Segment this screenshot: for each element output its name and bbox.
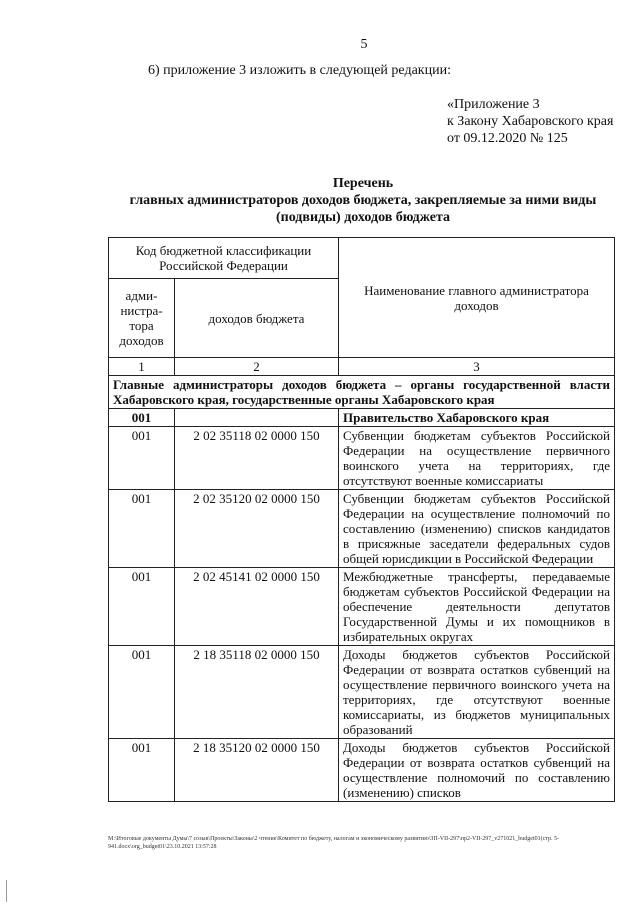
administrator-code: 001: [109, 409, 175, 427]
title-line-3: (подвиды) доходов бюджета: [275, 210, 450, 225]
administrators-table: [108, 237, 615, 802]
administrator-row: [109, 409, 615, 427]
header-administrator-code: адми-нистра-тора доходов: [109, 279, 175, 358]
table-header-row: [109, 238, 615, 279]
row-admin-code: 001: [109, 490, 175, 568]
table-row: [109, 646, 615, 739]
title-line-1: Перечень: [332, 176, 394, 191]
margin-mark: [6, 880, 17, 902]
row-income-name: Межбюджетные трансферты, передаваемые бюджетам субъектов Российской Федерации на обеспечение деятельности депутатов Государственной Думы и их помощников в избирательных округах: [339, 568, 615, 646]
column-number: 1: [109, 358, 175, 376]
row-income-name: Субвенции бюджетам субъектов Российской Федерации на осуществление полномочий по составлению (изменению) списков кандидатов в присяжные заседатели федеральных судов общей юрисдикции в Российской Федерации: [339, 490, 615, 568]
header-code-classification: Код бюджетной классификации Российской Федерации: [109, 238, 339, 279]
income-code: [175, 409, 339, 427]
row-admin-code: 001: [109, 739, 175, 802]
header-administrator-name: Наименование главного администратора доходов: [339, 238, 615, 358]
row-income-name: Субвенции бюджетам субъектов Российской Федерации на осуществление первичного воинского учета на территориях, где отсутствуют военные комиссариаты: [339, 427, 615, 490]
appendix-note-line-1: «Приложение 3: [447, 97, 540, 112]
appendix-note: [447, 96, 613, 147]
table-row: [109, 568, 615, 646]
appendix-note-line-3: от 09.12.2020 № 125: [447, 131, 568, 146]
row-income-code: 2 02 35118 02 0000 150: [175, 427, 339, 490]
section-row: [109, 376, 615, 409]
row-income-name: Доходы бюджетов субъектов Российской Федерации от возврата остатков субвенций на осуществление полномочий по составлению (изменению) списков: [339, 739, 615, 802]
row-income-code: 2 02 35120 02 0000 150: [175, 490, 339, 568]
header-income-code: доходов бюджета: [175, 279, 339, 358]
column-number: 3: [339, 358, 615, 376]
appendix-note-line-2: к Закону Хабаровского края: [447, 114, 614, 129]
row-income-name: Доходы бюджетов субъектов Российской Федерации от возврата остатков субвенций на осуществление первичного воинского учета на территориях, где отсутствуют военные комиссариаты, из бюджетов муниципальных образований: [339, 646, 615, 739]
table-row: [109, 427, 615, 490]
title-line-2: главных администраторов доходов бюджета, закрепляемые за ними виды: [129, 193, 597, 208]
file-path-footer: M:\Итоговые документы Думы\7 созыв\Проекты\Законы\2 чтение\Комитет по бюджету, налогам и экономическому развитию\ЗП-VII-297\пр2-VII-297_v271021_budget01(стр. 5-941.docx\org_budget01\23.10.2021 13:57:28: [108, 836, 559, 850]
row-income-code: 2 02 45141 02 0000 150: [175, 568, 339, 646]
column-number-row: [109, 358, 615, 376]
intro-text: 6) приложение 3 изложить в следующей редакции:: [148, 63, 451, 78]
row-income-code: 2 18 35118 02 0000 150: [175, 646, 339, 739]
administrator-name: Правительство Хабаровского края: [339, 409, 615, 427]
row-admin-code: 001: [109, 427, 175, 490]
row-admin-code: 001: [109, 568, 175, 646]
row-admin-code: 001: [109, 646, 175, 739]
table-row: [109, 739, 615, 802]
document-title: [108, 175, 618, 226]
table-row: [109, 490, 615, 568]
page-number: 5: [360, 37, 368, 52]
row-income-code: 2 18 35120 02 0000 150: [175, 739, 339, 802]
column-number: 2: [175, 358, 339, 376]
section-title: Главные администраторы доходов бюджета – органы государственной власти Хабаровского края, государственные органы Хабаровского края: [109, 376, 615, 409]
